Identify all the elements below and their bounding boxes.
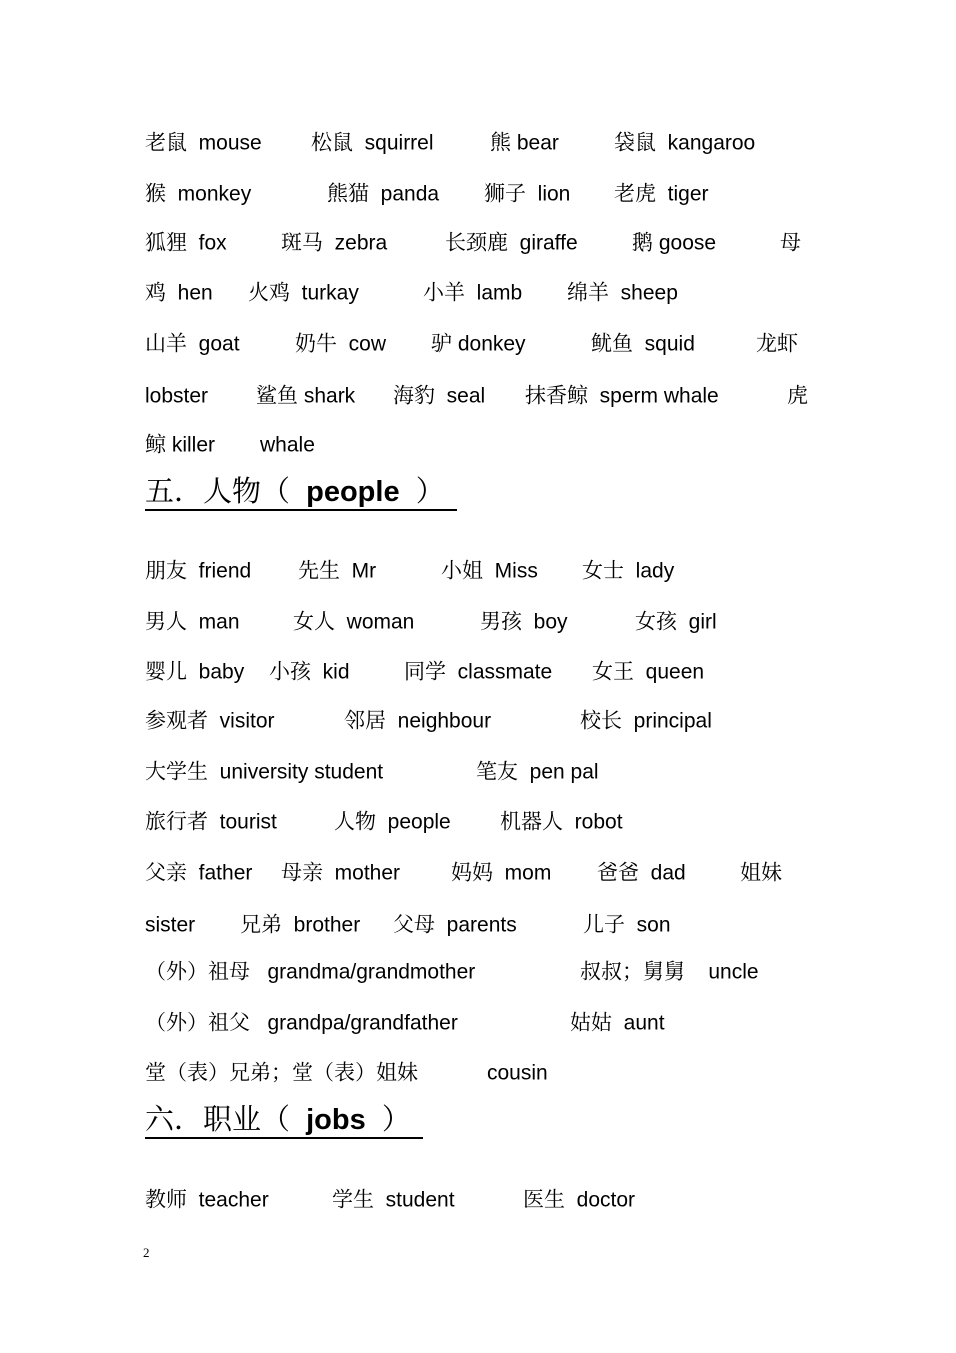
animals-vocab-item: 猴 monkey [145, 182, 252, 206]
people-vocab-item: （外）祖母 grandma/grandmother [145, 960, 476, 984]
people-vocab-item: 先生 Mr [298, 559, 377, 583]
animals-vocab-item: 长颈鹿 giraffe [445, 231, 578, 255]
animals-vocab-item: 抹香鲸 sperm whale [525, 384, 719, 408]
people-vocab-item: 叔叔；舅舅 uncle [580, 960, 759, 984]
animals-vocab-item: 龙虾 [756, 332, 798, 356]
jobs-vocab-item: 学生 student [332, 1188, 455, 1212]
people-vocab-item: 笔友 pen pal [476, 760, 599, 784]
animals-vocab-item: 袋鼠 kangaroo [614, 131, 756, 155]
people-vocab-item: 爸爸 dad [597, 861, 686, 885]
animals-vocab-item: 鲨鱼 shark [256, 384, 356, 408]
heading-en: people [306, 476, 400, 508]
people-vocab-item: cousin [487, 1061, 548, 1085]
people-vocab-item: 婴儿 baby [145, 660, 245, 684]
people-vocab-item: 妈妈 mom [451, 861, 552, 885]
people-vocab-item: 姑姑 aunt [570, 1011, 665, 1035]
people-vocab-item: 同学 classmate [404, 660, 553, 684]
people-vocab-item: 兄弟 brother [240, 913, 361, 937]
people-vocab-item: 父母 parents [393, 913, 517, 937]
people-vocab-item: 校长 principal [580, 709, 712, 733]
animals-vocab-item: whale [260, 433, 315, 457]
animals-vocab-item: 狐狸 fox [145, 231, 227, 255]
people-vocab-item: 小姐 Miss [441, 559, 538, 583]
people-vocab-item: 参观者 visitor [145, 709, 275, 733]
animals-vocab-item: 鹅 goose [632, 231, 717, 255]
section-heading-jobs [145, 1104, 423, 1139]
page-number: 2 [143, 1245, 150, 1260]
people-vocab-item: 姐妹 [740, 861, 782, 885]
animals-vocab-item: 斑马 zebra [281, 231, 388, 255]
people-vocab-item: 女王 queen [592, 660, 705, 684]
animals-vocab-item: 熊 bear [490, 131, 559, 155]
people-vocab-item: 大学生 university student [145, 760, 384, 784]
people-vocab-item: 儿子 son [583, 913, 671, 937]
people-vocab-item: 女士 lady [582, 559, 675, 583]
animals-vocab-item: 老虎 tiger [614, 182, 709, 206]
animals-vocab-item: 狮子 lion [484, 182, 571, 206]
heading-en: jobs [306, 1104, 366, 1136]
animals-vocab-item: 鱿鱼 squid [591, 332, 695, 356]
people-vocab-item: （外）祖父 grandpa/grandfather [145, 1011, 458, 1035]
animals-vocab-item: 虎 [787, 384, 808, 408]
section-heading-people [145, 476, 457, 511]
jobs-vocab-item: 医生 doctor [523, 1188, 636, 1212]
people-vocab-item: 母亲 mother [281, 861, 401, 885]
animals-vocab-item: 驴 donkey [431, 332, 526, 356]
animals-vocab-item: 母 [780, 231, 801, 255]
people-vocab-item: 男人 man [145, 610, 240, 634]
animals-vocab-item: 山羊 goat [145, 332, 240, 356]
heading-zh: 六．职业（ [145, 1104, 307, 1136]
animals-vocab-item: 火鸡 turkay [248, 281, 359, 305]
people-vocab-item: 旅行者 tourist [145, 810, 277, 834]
people-vocab-item: 女人 woman [293, 610, 415, 634]
animals-vocab-item: 鲸 killer [145, 433, 216, 457]
people-vocab-item: 小孩 kid [269, 660, 350, 684]
animals-vocab-item: 熊猫 panda [327, 182, 440, 206]
people-vocab-item: 堂（表）兄弟；堂（表）姐妹 [145, 1061, 418, 1085]
people-vocab-item: 父亲 father [145, 861, 253, 885]
animals-vocab-item: lobster [145, 384, 209, 408]
animals-vocab-item: 小羊 lamb [423, 281, 523, 305]
animals-vocab-item: 海豹 seal [393, 384, 486, 408]
heading-end: ） [365, 1104, 411, 1136]
people-vocab-item: 机器人 robot [500, 810, 623, 834]
animals-vocab-item: 老鼠 mouse [145, 131, 262, 155]
people-vocab-item: 人物 people [334, 810, 451, 834]
people-vocab-item: 邻居 neighbour [344, 709, 492, 733]
people-vocab-item: 男孩 boy [480, 610, 568, 634]
animals-vocab-item: 绵羊 sheep [567, 281, 678, 305]
people-vocab-item: 朋友 friend [145, 559, 252, 583]
animals-vocab-item: 奶牛 cow [295, 332, 387, 356]
animals-vocab-item: 松鼠 squirrel [311, 131, 434, 155]
jobs-vocab-item: 教师 teacher [145, 1188, 269, 1212]
people-vocab-item: 女孩 girl [635, 610, 717, 634]
people-vocab-item: sister [145, 913, 196, 937]
heading-end: ） [399, 476, 445, 508]
heading-zh: 五．人物（ [145, 476, 307, 508]
animals-vocab-item: 鸡 hen [145, 281, 213, 305]
